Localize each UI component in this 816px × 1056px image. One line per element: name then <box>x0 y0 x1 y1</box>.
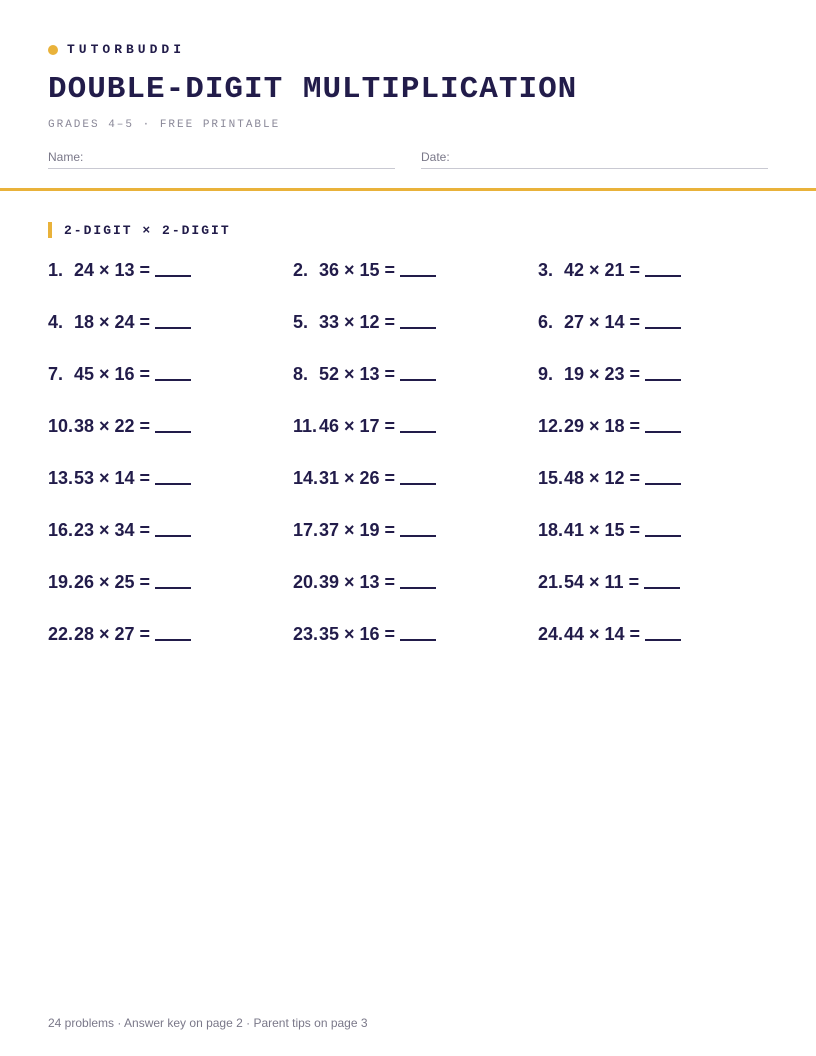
answer-blank[interactable] <box>400 627 436 641</box>
answer-blank[interactable] <box>645 315 681 329</box>
problem-item <box>293 256 538 284</box>
problem-number: 13. <box>48 467 74 488</box>
problem-expression: 18 × 24 = <box>74 311 151 332</box>
problem-expression: 23 × 34 = <box>74 519 151 540</box>
problem-number: 18. <box>538 519 564 540</box>
problem-item <box>48 620 293 648</box>
answer-blank[interactable] <box>645 263 681 277</box>
problem-expression: 26 × 25 = <box>74 571 151 592</box>
problem-number: 4. <box>48 311 64 332</box>
problem-number: 16. <box>48 519 74 540</box>
problem-expression: 35 × 16 = <box>319 623 396 644</box>
problem-number: 22. <box>48 623 74 644</box>
date-field[interactable] <box>421 150 768 169</box>
answer-blank[interactable] <box>155 367 191 381</box>
problem-expression: 36 × 15 = <box>319 259 396 280</box>
answer-blank[interactable] <box>155 315 191 329</box>
problem-expression: 33 × 12 = <box>319 311 396 332</box>
answer-blank[interactable] <box>645 471 681 485</box>
problem-expression: 19 × 23 = <box>564 363 641 384</box>
section-title: 2-DIGIT × 2-DIGIT <box>64 222 231 238</box>
section-marker <box>48 222 52 238</box>
problem-number: 17. <box>293 519 319 540</box>
problem-number: 7. <box>48 363 64 384</box>
problem-number: 11. <box>293 415 318 436</box>
problem-expression: 52 × 13 = <box>319 363 396 384</box>
answer-blank[interactable] <box>400 575 436 589</box>
answer-blank[interactable] <box>155 575 191 589</box>
answer-blank[interactable] <box>155 471 191 485</box>
problem-item <box>293 412 538 440</box>
worksheet-subtitle: GRADES 4–5 · FREE PRINTABLE <box>48 119 281 131</box>
problem-expression: 44 × 14 = <box>564 623 641 644</box>
problem-item <box>293 360 538 388</box>
answer-blank[interactable] <box>400 471 436 485</box>
problem-expression: 45 × 16 = <box>74 363 151 384</box>
answer-blank[interactable] <box>400 419 436 433</box>
problem-item <box>48 308 293 336</box>
problem-item <box>293 308 538 336</box>
problem-item <box>538 620 783 648</box>
answer-blank[interactable] <box>155 263 191 277</box>
problem-expression: 39 × 13 = <box>319 571 396 592</box>
problem-item <box>48 464 293 492</box>
name-label: Name: <box>48 150 84 164</box>
problem-item <box>293 516 538 544</box>
problem-number: 6. <box>538 311 554 332</box>
answer-blank[interactable] <box>400 523 436 537</box>
answer-blank[interactable] <box>645 627 681 641</box>
answer-blank[interactable] <box>644 575 680 589</box>
problem-expression: 24 × 13 = <box>74 259 151 280</box>
problem-item <box>293 464 538 492</box>
answer-blank[interactable] <box>645 367 681 381</box>
problem-number: 14. <box>293 467 319 488</box>
answer-blank[interactable] <box>155 419 191 433</box>
answer-blank[interactable] <box>155 523 191 537</box>
answer-blank[interactable] <box>400 315 436 329</box>
problem-item <box>538 568 783 596</box>
problem-number: 12. <box>538 415 564 436</box>
problem-item <box>48 360 293 388</box>
problem-expression: 53 × 14 = <box>74 467 151 488</box>
answer-blank[interactable] <box>400 263 436 277</box>
header-divider <box>0 188 816 191</box>
worksheet-title: DOUBLE-DIGIT MULTIPLICATION <box>48 72 578 107</box>
brand-name: TUTORBUDDI <box>67 42 186 57</box>
date-label: Date: <box>421 150 450 164</box>
problem-expression: 42 × 21 = <box>564 259 641 280</box>
problem-number: 2. <box>293 259 309 280</box>
problem-expression: 46 × 17 = <box>319 415 396 436</box>
problem-number: 5. <box>293 311 309 332</box>
problem-expression: 29 × 18 = <box>564 415 641 436</box>
problem-number: 9. <box>538 363 554 384</box>
answer-blank[interactable] <box>645 419 681 433</box>
brand-dot-icon <box>48 45 58 55</box>
problem-item <box>538 308 783 336</box>
problem-number: 23. <box>293 623 319 644</box>
answer-blank[interactable] <box>645 523 681 537</box>
problem-number: 19. <box>48 571 74 592</box>
problem-item <box>538 464 783 492</box>
problem-number: 10. <box>48 415 74 436</box>
brand <box>48 42 185 57</box>
problem-item <box>538 412 783 440</box>
problem-item <box>48 256 293 284</box>
problem-expression: 31 × 26 = <box>319 467 396 488</box>
section-heading <box>48 222 231 238</box>
problem-number: 21. <box>538 571 564 592</box>
problem-item <box>48 568 293 596</box>
problem-item <box>538 360 783 388</box>
problem-number: 20. <box>293 571 319 592</box>
problem-grid <box>48 256 783 672</box>
problem-item <box>538 516 783 544</box>
problem-expression: 41 × 15 = <box>564 519 641 540</box>
problem-expression: 27 × 14 = <box>564 311 641 332</box>
name-field[interactable] <box>48 150 395 169</box>
problem-expression: 54 × 11 = <box>564 571 640 592</box>
answer-blank[interactable] <box>400 367 436 381</box>
problem-expression: 37 × 19 = <box>319 519 396 540</box>
problem-number: 1. <box>48 259 64 280</box>
problem-number: 15. <box>538 467 564 488</box>
problem-item <box>293 568 538 596</box>
problem-item <box>48 412 293 440</box>
footer-note: 24 problems · Answer key on page 2 · Parent tips on page 3 <box>48 1016 368 1030</box>
problem-expression: 48 × 12 = <box>564 467 641 488</box>
problem-number: 8. <box>293 363 309 384</box>
problem-item <box>293 620 538 648</box>
problem-item <box>48 516 293 544</box>
problem-number: 24. <box>538 623 564 644</box>
problem-number: 3. <box>538 259 554 280</box>
problem-expression: 38 × 22 = <box>74 415 151 436</box>
problem-expression: 28 × 27 = <box>74 623 151 644</box>
answer-blank[interactable] <box>155 627 191 641</box>
problem-item <box>538 256 783 284</box>
